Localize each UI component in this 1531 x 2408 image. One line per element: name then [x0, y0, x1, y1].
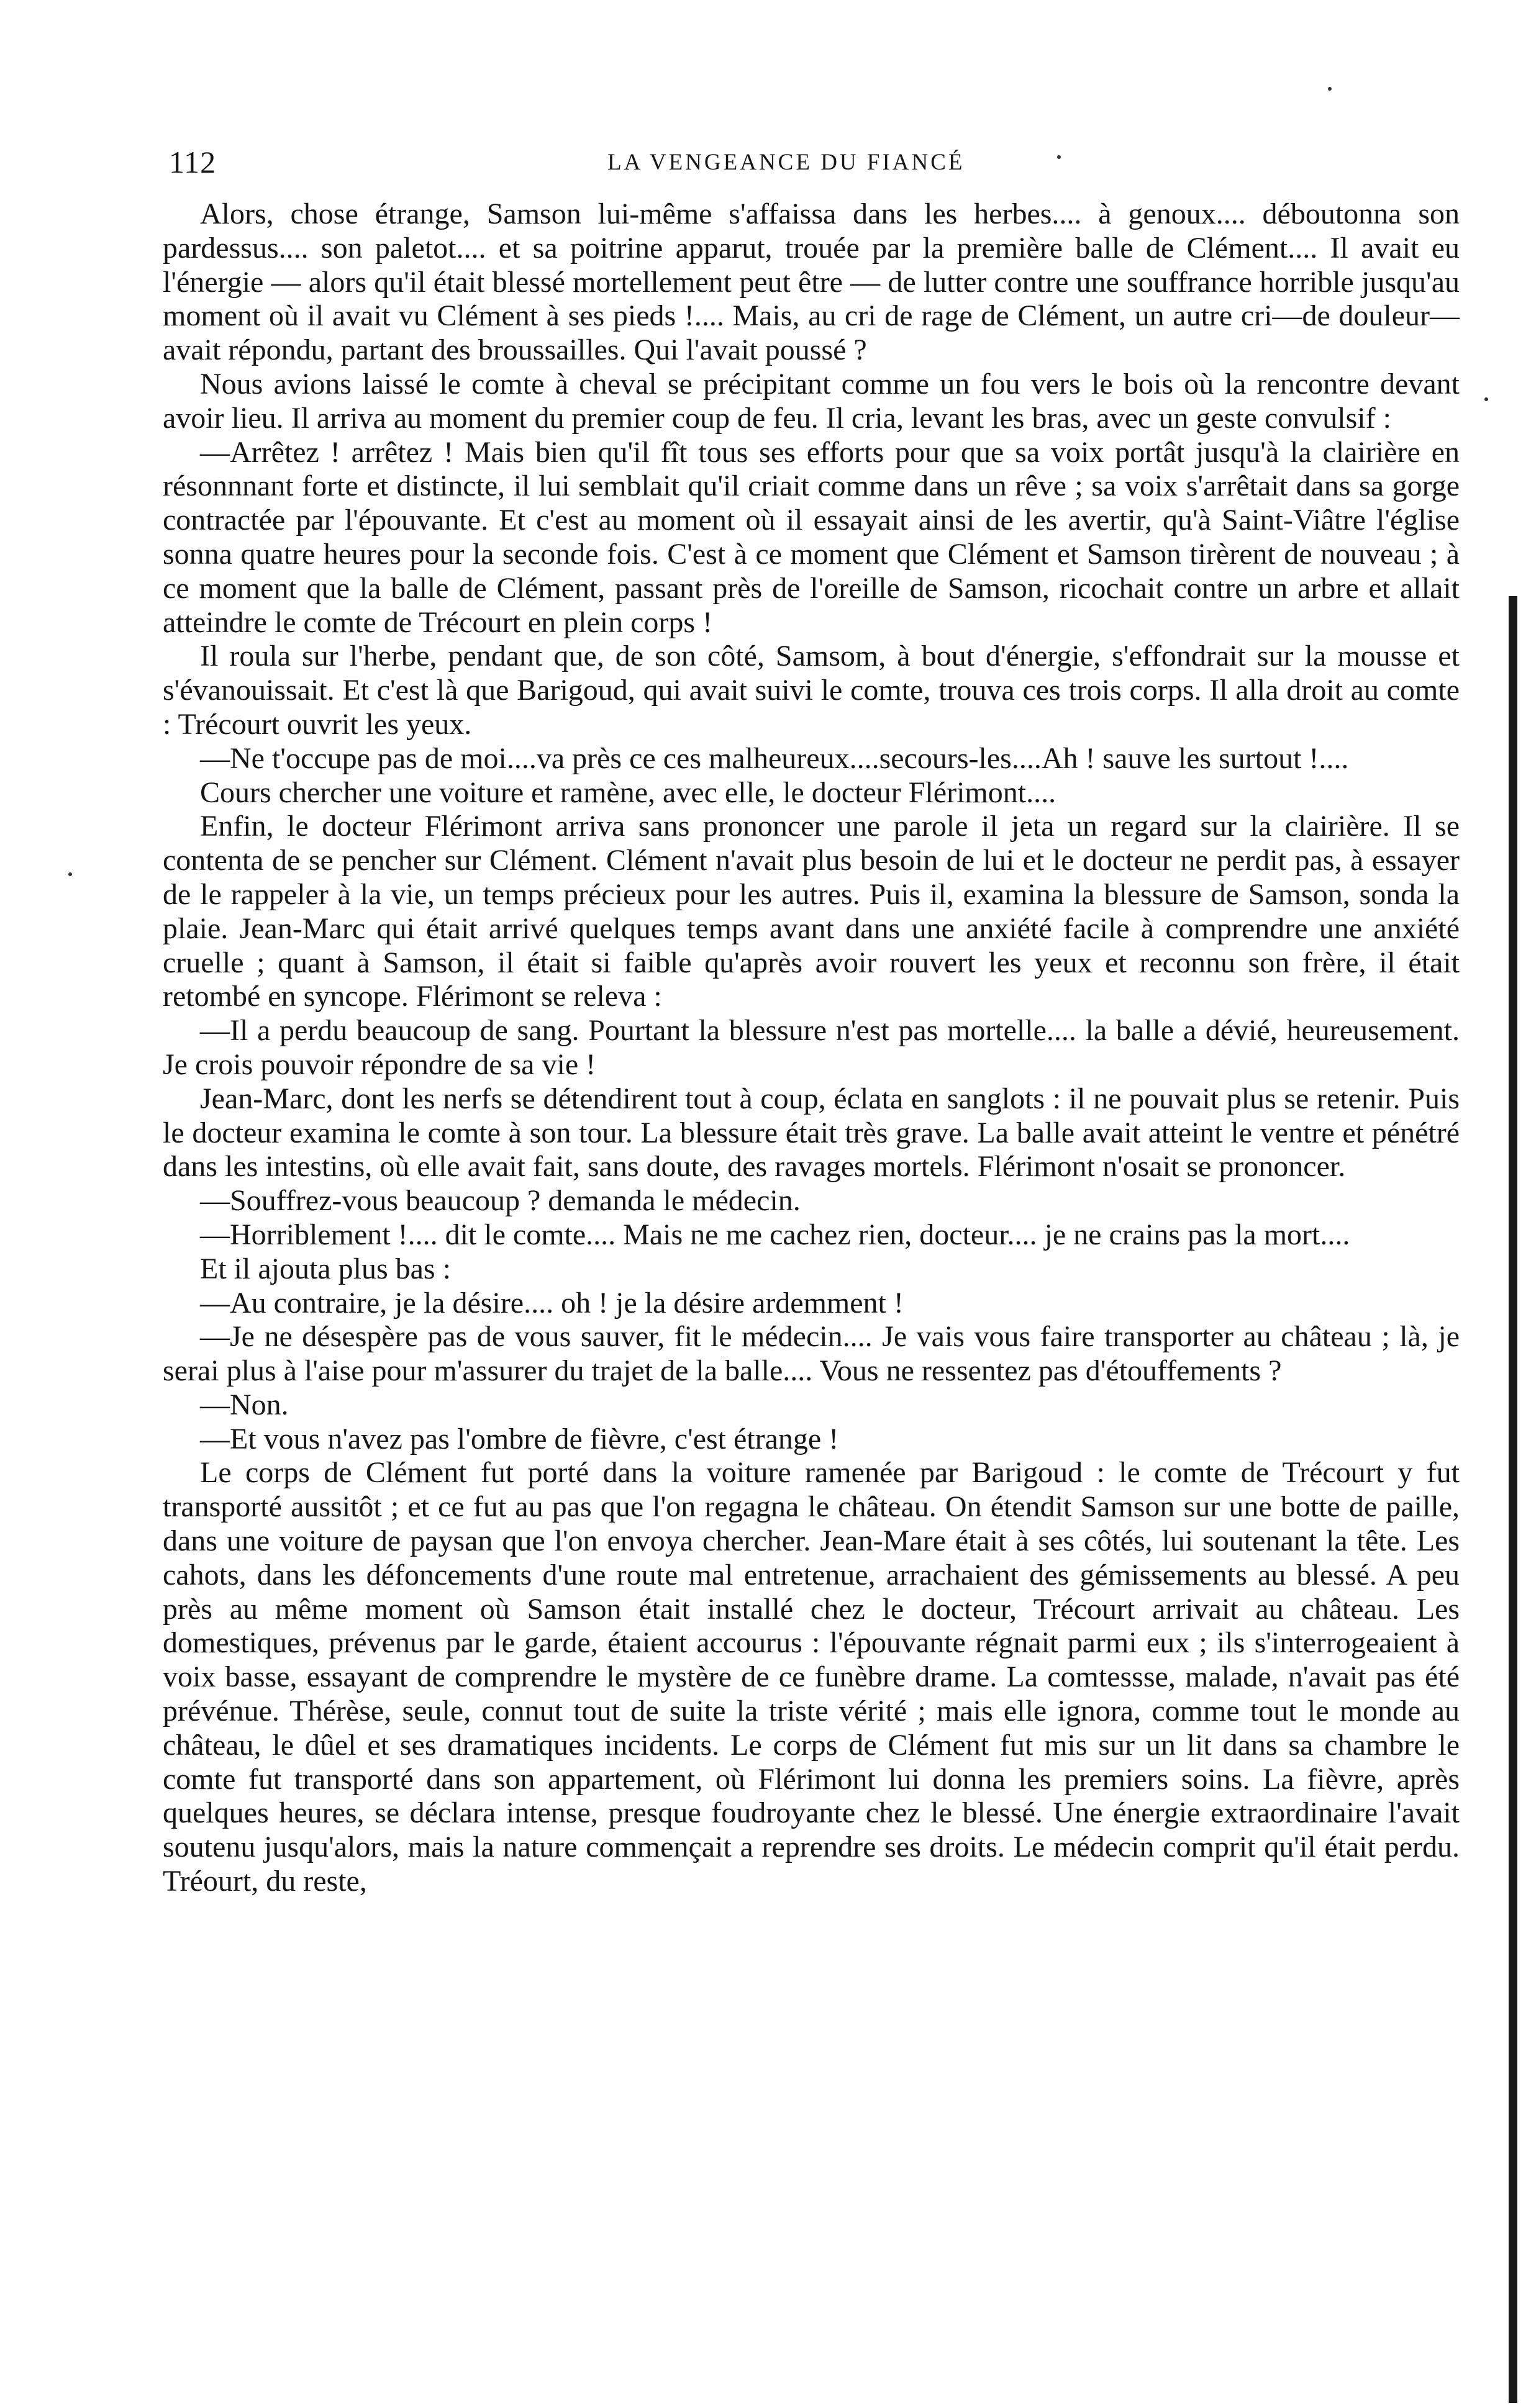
paragraph: Jean-Marc, dont les nerfs se détendirent tout à coup, éclata en sanglots : il ne pouvait plus se retenir. Puis le docteur examina le comte à son tour. La blessure était très grave. La balle avait atteint le ventre et pénétré dans les intestins, où elle avait fait, sans doute, des ravages mortels. Flérimont n'osait se prononcer. [163, 1082, 1460, 1184]
paragraph: —Horriblement !.... dit le comte.... Mais ne me cachez rien, docteur.... je ne crains pas la mort.... [200, 1218, 1350, 1251]
paragraph: Alors, chose étrange, Samson lui-même s'affaissa dans les herbes.... à genoux.... déboutonna son pardessus.... son paletot.... et sa poitrine apparut, trouée par la première balle de Clément.... Il avait eu l'énergie — alors qu'il était blessé mortellement peut être — de lutter contre une souffrance horrible jusqu'au moment où il avait vu Clément à ses pieds !.... Mais, au cri de rage de Clément, un autre cri—de douleur—avait répondu, partant des broussailles. Qui l'avait poussé ? [163, 197, 1460, 367]
paragraph: —Souffrez-vous beaucoup ? demanda le médecin. [200, 1184, 801, 1218]
scan-speck [1484, 397, 1488, 401]
paragraph: —Ne t'occupe pas de moi....va près ce ces malheureux....secours-les....Ah ! sauve les surtout !.... [200, 741, 1349, 775]
paragraph: —Et vous n'avez pas l'ombre de fièvre, c'est étrange ! [200, 1422, 839, 1455]
body-text [163, 197, 1460, 1899]
paragraph: Il roula sur l'herbe, pendant que, de son côté, Samsom, à bout d'énergie, s'effondrait sur la mousse et s'évanouissait. Et c'est là que Barigoud, qui avait suivi le comte, trouva ces trois corps. Il alla droit au comte : Trécourt ouvrit les yeux. [163, 640, 1460, 741]
page-number: 112 [169, 145, 217, 179]
paragraph: Enfin, le docteur Flérimont arriva sans prononcer une parole il jeta un regard sur la clairière. Il se contenta de se pencher sur Clément. Clément n'avait plus besoin de lui et le docteur ne perdit pas, à essayer de le rappeler à la vie, un temps précieux pour les autres. Puis il, examina la blessure de Samson, sonda la plaie. Jean-Marc qui était arrivé quelques temps avant dans une anxiété facile à comprendre une anxiété cruelle ; quant à Samson, il était si faible qu'après avoir rouvert les yeux et reconnu son frère, il était retombé en syncope. Flérimont se releva : [163, 810, 1460, 1013]
paragraph: Nous avions laissé le comte à cheval se précipitant comme un fou vers le bois où la rencontre devant avoir lieu. Il arriva au moment du premier coup de feu. Il cria, levant les bras, avec un geste convulsif : [163, 367, 1460, 435]
scan-speck [1328, 87, 1332, 91]
paragraph: Cours chercher une voiture et ramène, avec elle, le docteur Flérimont.... [200, 776, 1056, 809]
running-title: LA VENGEANCE DU FIANCÉ [607, 150, 965, 175]
paragraph: Le corps de Clément fut porté dans la voiture ramenée par Barigoud : le comte de Trécourt y fut transporté aussitôt ; et ce fut au pas que l'on regagna le château. On étendit Samson sur une botte de paille, dans une voiture de paysan que l'on envoya chercher. Jean-Mare était à ses côtés, lui soutenant la tête. Les cahots, dans les défoncements d'une route mal entretenue, arrachaient des gémissements au blessé. A peu près au même moment où Samson était installé chez le docteur, Trécourt arrivait au château. Les domestiques, prévenus par le garde, étaient accourus : l'épouvante régnait parmi eux ; ils s'interrogeaient à voix basse, essayant de comprendre le mystère de ce funèbre drame. La comtessse, malade, n'avait pas été prévénue. Thérèse, seule, connut tout de suite la triste vérité ; mais elle ignora, comme tout le monde au château, le dûel et ses dramatiques incidents. Le corps de Clément fut mis sur un lit dans sa chambre le comte fut transporté dans son appartement, où Flérimont lui donna les premiers soins. La fièvre, après quelques heures, se déclara intense, presque foudroyante chez le blessé. Une énergie extraordinaire l'avait soutenu jusqu'alors, mais la nature commençait a reprendre ses droits. Le médecin comprit qu'il était perdu. Tréourt, du reste, [163, 1456, 1460, 1898]
paragraph: Et il ajouta plus bas : [200, 1252, 451, 1285]
paragraph: —Il a perdu beaucoup de sang. Pourtant la blessure n'est pas mortelle.... la balle a dévié, heureusement. Je crois pouvoir répondre de sa vie ! [163, 1014, 1460, 1081]
paragraph: —Non. [200, 1388, 289, 1421]
scan-speck [1057, 155, 1061, 159]
paragraph: —Arrêtez ! arrêtez ! Mais bien qu'il fît tous ses efforts pour que sa voix portât jusqu'à la clairière en résonnnant forte et distincte, il lui semblait qu'il criait comme dans un rêve ; sa voix s'arrêtait dans sa gorge contractée par l'épouvante. Et c'est au moment où il essayait ainsi de les avertir, qu'à Saint-Viâtre l'église sonna quatre heures pour la seconde fois. C'est à ce moment que Clément et Samson tirèrent de nouveau ; à ce moment que la balle de Clément, passant près de l'oreille de Samson, ricochait contre un arbre et allait atteindre le comte de Trécourt en plein corps ! [163, 435, 1460, 639]
paragraph: —Je ne désespère pas de vous sauver, fit le médecin.... Je vais vous faire transporter au château ; là, je serai plus à l'aise pour m'assurer du trajet de la balle.... Vous ne ressentez pas d'étouffements ? [163, 1320, 1460, 1388]
paragraph: —Au contraire, je la désire.... oh ! je la désire ardemment ! [200, 1286, 904, 1319]
scan-edge-shadow [1509, 596, 1517, 2403]
scan-speck [68, 872, 72, 876]
